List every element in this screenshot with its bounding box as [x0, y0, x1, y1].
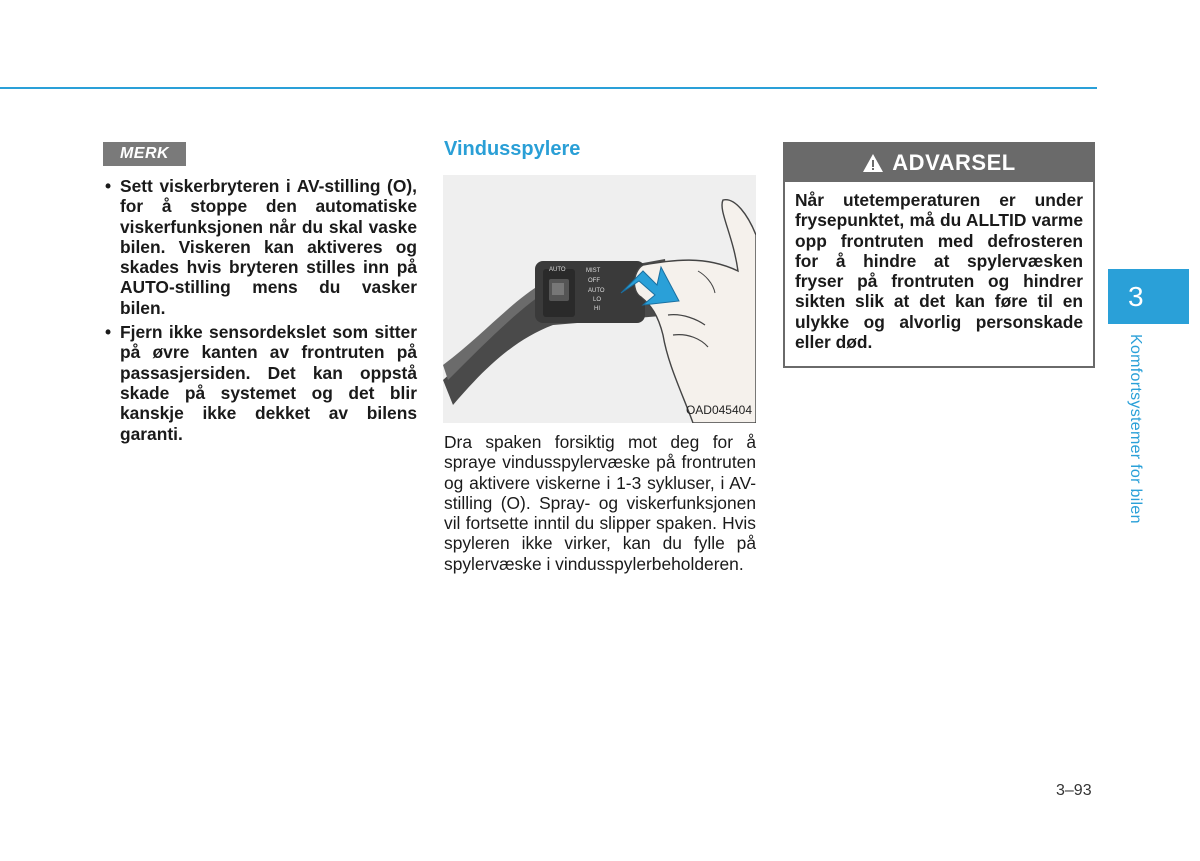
page-number: 3–93: [1056, 782, 1092, 799]
section-body: Dra spaken forsiktig mot deg for å spraye vindusspylervæske på frontruten og aktivere viskerne i 1-3 sykluser, i AV-stilling (O). Spray- og viskerfunksjonen vil fortsette inntil du slipper spaken. Hvis spyleren ikke virker, kan du fylle på spylervæske i vindusspylerbeholderen.: [444, 432, 756, 574]
warning-box: [783, 142, 1095, 368]
chapter-label: Komfortsystemer for bilen: [1127, 334, 1144, 524]
figure-label-mist: MIST: [586, 268, 601, 274]
warning-triangle-icon: [862, 153, 884, 173]
chapter-number-tab: 3: [1108, 269, 1189, 324]
warning-header: [785, 144, 1093, 182]
figure-code: OAD045404: [685, 403, 752, 417]
section-title: Vindusspylere: [444, 138, 581, 160]
note-item: • Fjern ikke sensordekslet som sitter på øvre kanten av frontruten på passasjersiden. Det kan oppstå skade på systemet og det blir kanskje ikke dekket av bilens garanti.: [103, 322, 417, 444]
header-rule: [0, 87, 1097, 89]
note-list: [103, 176, 417, 448]
note-item: • Sett viskerbryteren i AV-stilling (O), for å stoppe den automatiske viskerfunksjonen når du skal vaske bilen. Viskeren kan aktiveres og skades hvis bryteren stilles inn på AUTO-stilling mens du vasker bilen.: [103, 176, 417, 318]
figure-label-hi: HI: [594, 306, 600, 312]
wiper-lever-illustration: [443, 175, 756, 423]
figure-label-auto2: AUTO: [588, 288, 605, 294]
warning-text: Når utetemperaturen er under frysepunktet, må du ALLTID varme opp frontruten med defrosteren for å hindre at spylervæsken fryser på frontruten og hindrer sikten slik at det kan føre til en ulykke og alvorlig personskade eller død.: [795, 190, 1083, 353]
figure-label-lo: LO: [593, 297, 602, 303]
figure-label-auto: AUTO: [549, 267, 566, 273]
warning-title: ADVARSEL: [892, 150, 1016, 175]
figure-label-off: OFF: [588, 278, 600, 284]
note-badge: MERK: [103, 142, 186, 166]
